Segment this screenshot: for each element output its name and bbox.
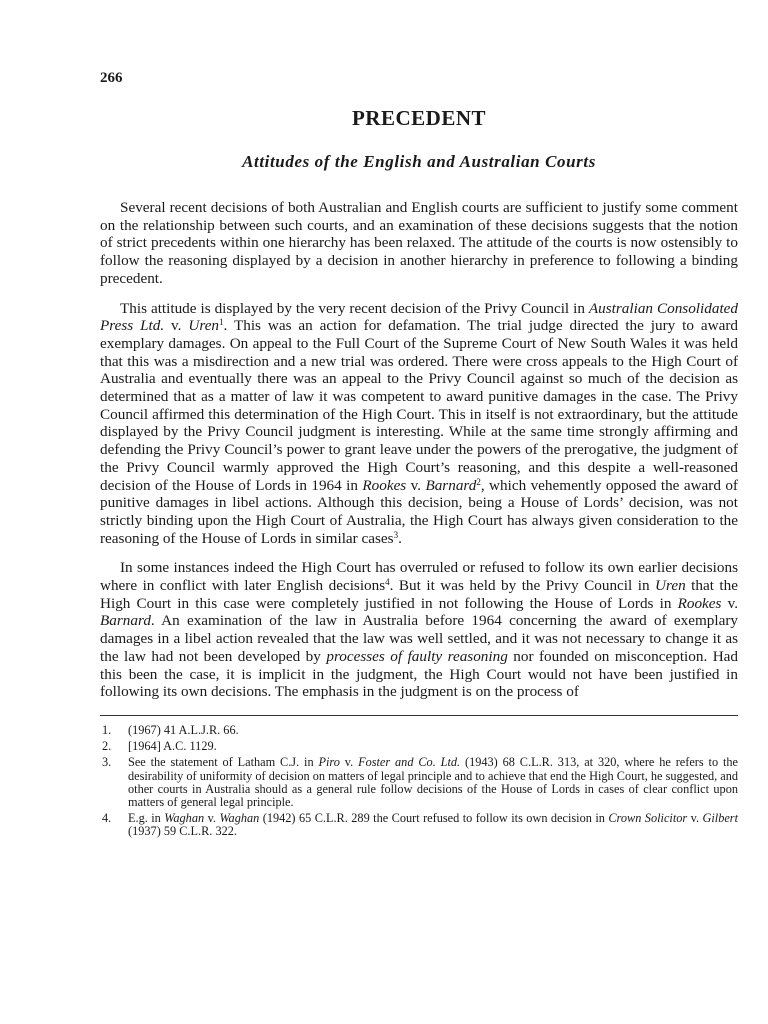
paragraph-text: . But it was held by the Privy Council in [389,577,656,595]
footnote-text-part: v. [687,811,703,826]
case-name: Barnard [425,476,477,494]
paragraph-text: . [398,529,402,547]
paragraph-2 [100,300,738,548]
footnote-ref: 1 [219,317,224,328]
paragraph-text: . This was an action for defamation. The trial judge directed the jury to award exemplary damages. On appeal to the Full Court of the Supreme Court of New South Wales it was held that this was a misdirection and a new trial was ordered. There were cross appeals to the High Court of Australia and eventually there was an appeal to the Privy Council against so much of the decision as determined that as a matter of law it was competent to award punitive damages in the case. The Privy Council affirmed this determination of the High Court. This in itself is not extraordinary, but the attitude displayed by the Privy Council judgment is interesting. While at the same time strongly affirming and defending the Privy Council’s power to grant leave under the powers of the prerogative, the judgment of the Privy Council warmly approved the High Court’s reasoning, and this despite a well-reasoned decision of the House of Lords in 1964 in [100,317,738,494]
paragraph-text: nor founded on misconception. Had this been the case, it is implicit in the judgment, the High Court would not have been justified in following its own decisions. The emphasis in the judgment is on the process of [100,647,739,701]
footnote-text-part: See the statement of Latham C.J. in [128,755,319,770]
footnote-2 [100,740,738,753]
footnote-text [128,812,738,838]
footnote-text [128,724,738,737]
case-name: Crown Solicitor [608,811,688,826]
footnote-text-part: E.g. in [128,811,165,826]
case-name: Uren [188,317,220,335]
footnotes-list [100,724,738,839]
case-name: Foster and Co. Ltd. [358,755,461,770]
footnote-3 [100,756,738,809]
case-name: Rookes [362,476,407,494]
footnote-1 [100,724,738,737]
paragraph-text: v. [721,594,739,612]
case-name: Piro [318,755,340,770]
footnote-ref: 3 [393,529,399,540]
page-number: 266 [100,70,123,86]
paragraph-text: In some instances indeed the High Court has overruled or refused to follow its own earlier decisions where in conflict with later English decisions [100,559,738,595]
page-subtitle: Attitudes of the English and Australian Courts [242,152,596,171]
footnote-text-part: v. [204,811,220,826]
footnote-number: 4. [102,811,112,826]
case-name: Waghan [164,811,205,826]
footnote-text-part: (1942) 65 C.L.R. 289 the Court refused to follow its own decision in [259,811,609,826]
paragraph-text: , which vehemently opposed the award of punitive damages in libel actions. Although this decision, being a House of Lords’ decision, was not strictly binding upon the High Court of Australia, the High Court has always given consideration to the reasoning of the House of Lords in similar cases [100,476,738,547]
paragraph-1: Several recent decisions of both Australian and English courts are sufficient to justify some comment on the relationship between such courts, and an examination of these decisions suggests that the notion of strict precedents within one hierarchy has been relaxed. The attitude of the courts is now ostensibly to follow the reasoning displayed by a decision in another hierarchy in preference to following a binding precedent. [100,199,738,287]
case-name: Uren [655,577,686,595]
paragraph-3 [100,559,738,701]
document-page [100,68,738,842]
paragraph-text: . An examination of the law in Australia before 1964 concerning the award of exemplary damages in a libel action revealed that the law was well settled, and it was not necessary to change it as the law had not been developed by [100,612,738,665]
footnote-text [128,756,738,809]
paragraph-text: that the High Court in this case were completely justified in not following the House of Lords in [100,577,738,612]
case-name: Waghan [219,811,260,826]
emphasis-phrase: processes of faulty reasoning [326,647,508,665]
footnote-ref: 2 [476,476,481,487]
case-name: Barnard [100,612,151,630]
footnote-text-part: (1943) 68 C.L.R. 313, at 320, where he refers to the desirability of uniformity of decision on matters of legal principle and to achieve that end the High Court, he suggested, and other courts in Australia should as a general rule follow decisions of the House of Lords in cases of clear conflict upon matters of general legal principle. [128,755,739,809]
footnote-4 [100,812,738,838]
footnote-citation: [1964] A.C. 1129. [128,739,217,754]
footnote-ref: 4 [385,577,390,588]
case-name: Rookes [677,594,722,612]
paragraph-text: v. [406,476,426,494]
paragraph-text: This attitude is displayed by the very recent decision of the Privy Council in [120,299,589,317]
footnote-text-part: v. [339,755,359,770]
footnote-number: 1. [102,722,112,737]
footnote-divider [100,715,738,716]
case-name: Gilbert [702,811,739,826]
footnote-citation: (1967) 41 A.L.J.R. 66. [128,722,239,737]
page-title: PRECEDENT [351,106,487,130]
paragraph-text: v. [164,317,189,335]
footnote-number: 3. [102,755,112,770]
footnote-text-part: (1937) 59 C.L.R. 322. [128,824,237,839]
case-name: Australian Consolidated Press Ltd. [100,299,738,335]
footnote-text [128,740,738,753]
footnote-number: 2. [102,739,112,754]
